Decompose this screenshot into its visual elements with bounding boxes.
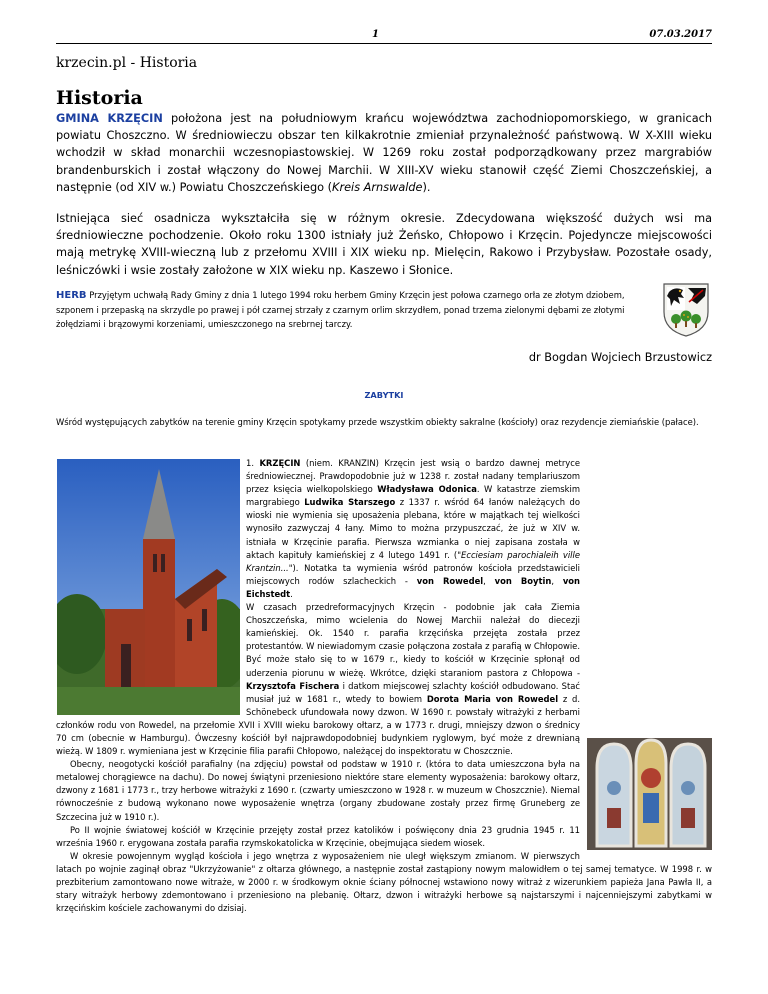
village-name: KRZĘCIN <box>259 458 301 468</box>
herb-paragraph <box>56 288 654 331</box>
header-rule <box>56 43 712 44</box>
monuments-intro: Wśród występujących zabytków na terenie gminy Krzęcin spotykamy przede wszystkim obiekty sakralne (kościoły) oraz rezydencje ziemiańskie (pałace). <box>56 417 699 427</box>
print-date: 07.03.2017 <box>649 29 712 40</box>
krzecin-article <box>56 457 712 915</box>
intro-end: ). <box>422 180 431 194</box>
section-title: ZABYTKI <box>364 390 404 400</box>
site-title: krzecin.pl - Historia <box>56 55 198 71</box>
page-number: 1 <box>372 29 379 40</box>
intro-paragraph <box>56 110 712 196</box>
article-paragraph: Obecny, neogotycki kościół parafialny (na zdjęciu) powstał od podstaw w 1910 r. (która to data umieszczona była na metalowej chorągiewce na dachu). Do nowej świątyni przeniesiono niektóre stare elementy wyposażenia: barokowy ołtarz, dzwony z 1681 i 1773 r., trzy herbowe witrażyki z 1690 r. (czwarty umieszczono w 1928 r. w muzeum w Choszcznie). Niemal równocześnie z budową wykonano nowe wyposażenie wnętrza (organy zbudowane zostały przez firmę Gruneberg ze Szczecina już w 1910 r.). <box>56 759 580 822</box>
page-header <box>56 26 712 42</box>
page-heading: Historia <box>56 87 143 109</box>
gmina-label: GMINA KRZĘCIN <box>56 112 163 125</box>
article-paragraph: 1. KRZĘCIN (niem. KRANZIN) Krzęcin jest wsią o bardzo dawnej metryce średniowiecznej. Prawdopodobnie już w 1238 r. został nadany templariuszom przez księcia wielkopolskiego Władysława Odonica. W katastrze ziemskim margrabiego Ludwika Starszego z 1337 r. wśród 64 łanów należących do wioski nie wymienia się uposażenia plebana, które w majątkach tej wielkości wynosiło zazwyczaj 4 łany. Mimo to można przypuszczać, że już w XIV w. istniała w Krzęcinie parafia. Pierwsza wzmianka o niej zapisana została w aktach kapituły kamieńskiej z 4 lutego 1491 r. ("Ecciesiam parochialeih ville Krantzin..."). Notatka ta wymienia wśród patronów kościoła przedstawicieli miejscowych rodów szlacheckich - von Rowedel, von Boytin, von Eichstedt. <box>246 458 581 599</box>
coat-of-arms-image <box>661 282 711 338</box>
herb-label: HERB <box>56 290 87 301</box>
intro-text: położona jest na południowym krańcu województwa zachodniopomorskiego, w granicach powiatu Choszczno. W średniowieczu obszar ten kilkakrotnie zmieniał przynależność państwową. W X-XIII wieku wchodził w skład monarchii wczesnopiastowskiej. W 1269 roku został podporządkowany przez margrabiów brandenburskich i został włączony do Nowej Marchii. W XIII-XV wieku stanowił część Ziemi Choszczeńskiej, a następnie (od XIV w.) Powiatu Choszczeńskiego ( <box>56 112 712 194</box>
kreis-name: Kreis Arnswalde <box>332 180 423 194</box>
article-paragraph: W okresie powojennym wygląd kościoła i jego wnętrza z wyposażeniem nie uległ większym zmianom. W pierwszych latach po wojnie zaginął obraz "Ukrzyżowanie" z ołtarza głównego, a następnie został zastąpiony nowym malowidłem o tej samej tematyce. W 1998 r. w prezbiterium zamontowano nowe witraże, w 2000 r. w środkowym oknie ściany północnej wstawiono nowy witraż z wizerunkiem papieża Jana Pawła II, a stary witrażyk herbowy zdemontowano i przeniesiono na plebanię. Ołtarz, dzwon i witrażyki herbowe są najstarszymi i najcenniejszymi zabytkami w krzęcińskim kościele zachowanymi do dzisiaj. <box>56 850 712 914</box>
author-signature: dr Bogdan Wojciech Brzustowicz <box>528 351 712 364</box>
settlement-paragraph: Istniejąca sieć osadnicza wykształciła się w różnym okresie. Zdecydowana większość dużych wsi ma średniowieczne pochodzenie. Około roku 1300 istniały już Żeńsko, Chłopowo i Krzęcin. Pojedyncze miejscowości mają metrykę XVIII-wieczną lub z przełomu XVIII i XIX wieku np. Mielęcin, Rakowo i Przybysław. Pozostałe osady, leśniczówki i wsie zostały założone w XIX wieku np. Kaszewo i Słonice. <box>56 212 712 277</box>
article-paragraph: W czasach przedreformacyjnych Krzęcin - podobnie jak cała Ziemia Choszczeńska, mimo wcielenia do Nowej Marchii należał do diecezji kamieńskiej. Ok. 1540 r. parafia krzęcińska przejęta została przez protestantów. W niewiadomym czasie połączona została z parafią w Chłopowie. Być może stało się to w 1679 r., kiedy to kościół w Krzęcinie spłonął od uderzenia piorunu w wieżę. Wkrótce, dzięki staraniom pastora z Chłopowa - Krzysztofa Fischera i datkom miejscowej szlachty kościół odbudowano. Stać musiał już w 1681 r., wtedy to bowiem Dorota Maria von Rowedel z d. Schönebeck ufundowała nowy dzwon. W 1690 r. powstały witrażyki z herbami członków rodu von Rowedel, na przełomie XVII i XVIII wieku barokowy ołtarz, a w 1773 r. drugi, mniejszy dzwon o średnicy 70 cm (obecnie w Hamburgu). Ówczesny kościół był najprawdopodobniej budynkiem ryglowym, być może z drewnianą wieżą. W 1809 r. wymieniana jest w Krzęcinie filia parafii Chłopowo, należącej do inspektoratu w Choszcznie. <box>56 602 580 757</box>
herb-text: Przyjętym uchwałą Rady Gminy z dnia 1 lutego 1994 roku herbem Gminy Krzęcin jest połowa czarnego orła ze złotym dziobem, szponem i przepaską na skrzydle po prawej i pół czarnej strzały z czarnym orlim skrzydłem, ponad trzema zielonymi dębami ze złotymi żołędziami i brązowymi korzeniami, umieszczonego na srebrnej tarczy. <box>56 290 625 329</box>
article-paragraph: Po II wojnie światowej kościół w Krzęcinie przejęty został przez katolików i poświęcony dnia 23 grudnia 1945 r. 11 września 1960 r. erygowana została parafia rzymskokatolicka w Krzęcinie, obejmująca siedem wiosek. <box>56 824 580 848</box>
